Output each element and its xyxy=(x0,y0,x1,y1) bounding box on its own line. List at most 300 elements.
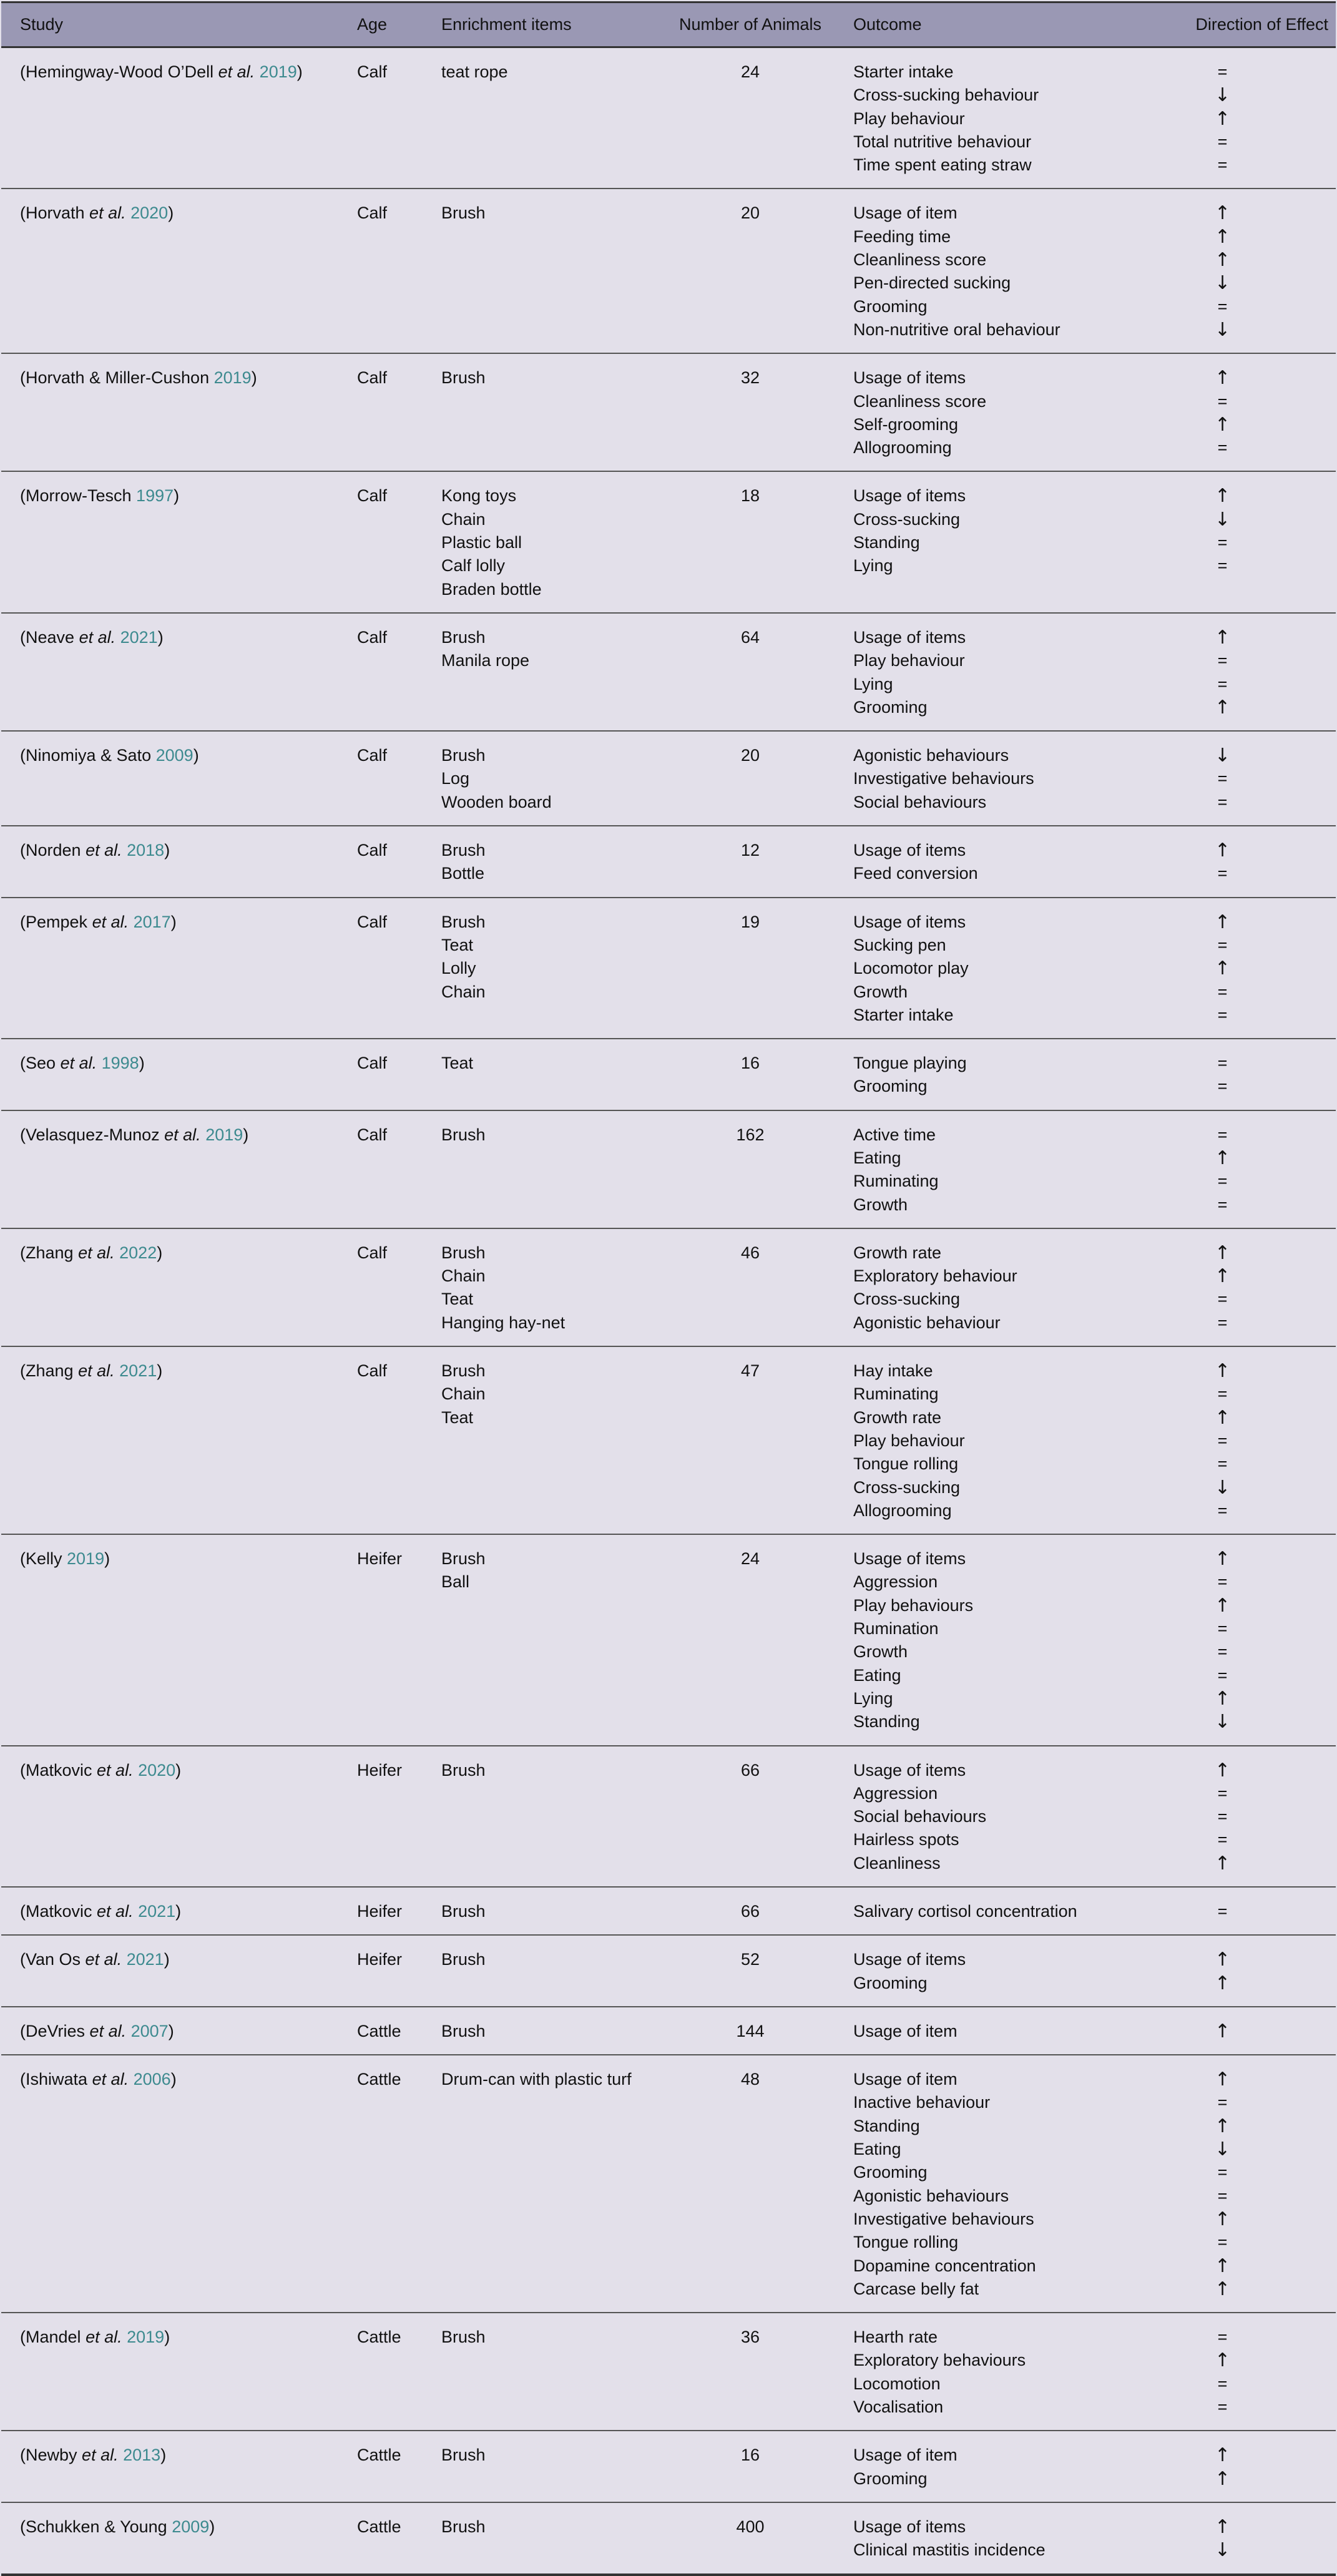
study-authors: (Zhang xyxy=(20,1243,74,1262)
outcome-item: Salivary cortisol concentration xyxy=(853,1902,1077,1921)
arrow-up-icon: ↑ xyxy=(1214,696,1231,718)
table-row xyxy=(1,2431,1336,2502)
enrichment-item: Calf lolly xyxy=(441,556,506,575)
study-cell xyxy=(1,1110,338,1228)
arrow-up-icon: ↑ xyxy=(1214,2349,1231,2372)
study-cell xyxy=(1,898,338,1039)
outcome-item: Growth rate xyxy=(853,1243,942,1262)
arrow-up-icon: ↑ xyxy=(1214,202,1231,225)
arrow-up-icon: ↑ xyxy=(1214,2208,1231,2230)
enrichment-item: Log xyxy=(441,769,470,788)
enrichment-items-cell xyxy=(423,1039,666,1110)
arrow-up-icon: ↑ xyxy=(1214,2444,1231,2467)
study-close-paren: ) xyxy=(157,1243,163,1262)
outcome-cell xyxy=(835,1887,1109,1935)
study-close-paren: ) xyxy=(164,841,170,860)
equals-sign: = xyxy=(1217,651,1228,670)
outcome-item: Exploratory behaviour xyxy=(853,1266,1017,1286)
number-of-animals-cell: 20 xyxy=(740,746,760,765)
outcome-item: Eating xyxy=(853,1665,901,1685)
number-of-animals-cell: 46 xyxy=(740,1243,760,1262)
enrichment-items-cell xyxy=(423,2502,666,2575)
outcome-item: Usage of items xyxy=(853,1549,966,1569)
direction-of-effect-cell xyxy=(1109,1935,1336,2007)
outcome-item: Tongue playing xyxy=(853,1054,967,1073)
study-cell xyxy=(1,2502,338,2575)
age-cell: Heifer xyxy=(357,1950,403,1969)
enrichment-items-cell xyxy=(423,1110,666,1228)
study-et-al: et al. xyxy=(79,627,116,647)
study-authors: (Pempek xyxy=(20,912,88,931)
direction-of-effect-cell xyxy=(1109,2055,1336,2313)
study-year-link: 2006 xyxy=(133,2070,171,2089)
outcome-item: Aggression xyxy=(853,1572,938,1592)
study-cell xyxy=(1,1887,338,1935)
direction-of-effect-cell xyxy=(1109,2502,1336,2575)
age-cell: Calf xyxy=(357,746,388,765)
enrichment-item: Lolly xyxy=(441,959,476,978)
outcome-item: Sucking pen xyxy=(853,935,946,954)
outcome-item: Vocalisation xyxy=(853,2397,944,2417)
enrichment-item: Kong toys xyxy=(441,486,517,506)
outcome-item: Time spent eating straw xyxy=(853,155,1032,175)
outcome-item: Hairless spots xyxy=(853,1830,959,1849)
outcome-item: Usage of items xyxy=(853,841,966,860)
age-cell: Heifer xyxy=(357,1549,403,1569)
outcome-cell xyxy=(835,898,1109,1039)
outcome-item: Grooming xyxy=(853,296,928,316)
table-row xyxy=(1,1534,1336,1745)
table-row xyxy=(1,2313,1336,2431)
study-cell xyxy=(1,1346,338,1534)
enrichment-items-cell xyxy=(423,353,666,471)
enrichment-items-cell xyxy=(423,898,666,1039)
enrichment-items-cell xyxy=(423,2055,666,2313)
enrichment-item: Brush xyxy=(441,627,486,647)
study-authors: (DeVries xyxy=(20,2021,86,2040)
study-authors: (Hemingway-Wood O’Dell xyxy=(20,62,214,81)
arrow-up-icon: ↑ xyxy=(1214,1360,1231,1383)
number-of-animals-cell: 144 xyxy=(736,2021,765,2040)
enrichment-item: Ball xyxy=(441,1572,470,1592)
age-cell: Cattle xyxy=(357,2517,401,2536)
enrichment-items-cell xyxy=(423,731,666,826)
study-authors: (Horvath xyxy=(20,203,85,223)
study-cell xyxy=(1,826,338,898)
number-of-animals-cell: 24 xyxy=(740,1549,760,1569)
study-close-paren: ) xyxy=(168,2021,174,2040)
outcome-item: Agonistic behaviour xyxy=(853,1313,1001,1332)
outcome-cell xyxy=(835,2055,1109,2313)
outcome-item: Play behaviours xyxy=(853,1595,974,1615)
header-row xyxy=(1,2,1336,47)
equals-sign: = xyxy=(1217,1807,1228,1826)
study-year-link: 2020 xyxy=(138,1760,176,1780)
table-row xyxy=(1,1228,1336,1346)
outcome-item: Social behaviours xyxy=(853,792,987,811)
equals-sign: = xyxy=(1217,2374,1228,2393)
outcome-item: Social behaviours xyxy=(853,1807,987,1826)
enrichment-item: Brush xyxy=(441,912,486,931)
equals-sign: = xyxy=(1217,982,1228,1001)
number-of-animals-cell: 47 xyxy=(740,1361,760,1381)
study-cell xyxy=(1,1746,338,1887)
header-study: Study xyxy=(1,2,338,47)
header-age: Age xyxy=(338,2,423,47)
table-row xyxy=(1,613,1336,731)
arrow-down-icon: ↓ xyxy=(1214,1476,1231,1499)
study-year-link: 2021 xyxy=(120,627,158,647)
study-cell xyxy=(1,613,338,731)
arrow-down-icon: ↓ xyxy=(1214,84,1231,107)
arrow-up-icon: ↑ xyxy=(1214,1594,1231,1617)
outcome-cell xyxy=(835,353,1109,471)
outcome-item: Dopamine concentration xyxy=(853,2256,1036,2275)
equals-sign: = xyxy=(1217,1384,1228,1404)
age-cell: Heifer xyxy=(357,1902,403,1921)
study-year-link: 2019 xyxy=(259,62,297,81)
outcome-item: Non-nutritive oral behaviour xyxy=(853,320,1060,339)
equals-sign: = xyxy=(1217,1125,1228,1144)
study-close-paren: ) xyxy=(168,203,174,223)
outcome-cell xyxy=(835,1935,1109,2007)
age-cell: Cattle xyxy=(357,2021,401,2040)
age-cell: Cattle xyxy=(357,2328,401,2347)
enrichment-item: Chain xyxy=(441,1266,486,1286)
study-authors: (Ninomiya & Sato xyxy=(20,746,152,765)
age-cell: Calf xyxy=(357,1361,388,1381)
number-of-animals-cell: 24 xyxy=(740,62,760,81)
arrow-up-icon: ↑ xyxy=(1214,2020,1231,2042)
study-cell xyxy=(1,1228,338,1346)
outcome-item: Cross-sucking xyxy=(853,509,961,529)
equals-sign: = xyxy=(1217,674,1228,693)
study-year-link: 2009 xyxy=(172,2517,210,2536)
enrichment-item: Drum-can with plastic turf xyxy=(441,2070,632,2089)
number-of-animals-cell: 162 xyxy=(736,1125,765,1144)
outcome-cell xyxy=(835,1746,1109,1887)
outcome-item: Usage of items xyxy=(853,2517,966,2536)
outcome-item: Lying xyxy=(853,674,893,693)
equals-sign: = xyxy=(1217,2328,1228,2347)
enrichment-item: Chain xyxy=(441,1384,486,1404)
outcome-item: Feed conversion xyxy=(853,864,978,883)
number-of-animals-cell: 400 xyxy=(736,2517,765,2536)
study-cell xyxy=(1,1534,338,1745)
outcome-cell xyxy=(835,613,1109,731)
study-year-link: 2013 xyxy=(123,2446,161,2465)
study-close-paren: ) xyxy=(296,62,303,81)
outcome-cell xyxy=(835,2502,1109,2575)
table-row xyxy=(1,1039,1336,1110)
outcome-item: Cleanliness score xyxy=(853,250,987,270)
outcome-item: Usage of items xyxy=(853,1760,966,1780)
study-close-paren: ) xyxy=(175,1760,182,1780)
number-of-animals-cell: 32 xyxy=(740,368,760,388)
outcome-item: Agonistic behaviours xyxy=(853,746,1009,765)
outcome-item: Ruminating xyxy=(853,1384,939,1404)
age-cell: Calf xyxy=(357,841,388,860)
header-direction-of-effect: Direction of Effect xyxy=(1109,2,1336,47)
study-et-al: et al. xyxy=(92,912,129,931)
equals-sign: = xyxy=(1217,1501,1228,1520)
arrow-down-icon: ↓ xyxy=(1214,272,1231,295)
study-authors: (Schukken & Young xyxy=(20,2517,167,2536)
outcome-item: Grooming xyxy=(853,1077,928,1096)
outcome-item: Lying xyxy=(853,1688,893,1708)
equals-sign: = xyxy=(1217,1077,1228,1096)
header-number-of-animals: Number of Animals xyxy=(666,2,835,47)
outcome-item: Cleanliness score xyxy=(853,391,987,411)
equals-sign: = xyxy=(1217,1454,1228,1474)
direction-of-effect-cell xyxy=(1109,1534,1336,1745)
outcome-item: Play behaviour xyxy=(853,109,965,128)
equals-sign: = xyxy=(1217,1172,1228,1191)
arrow-up-icon: ↑ xyxy=(1214,249,1231,272)
header-outcome: Outcome xyxy=(835,2,1109,47)
study-year-link: 2019 xyxy=(205,1125,243,1144)
study-year-link: 2007 xyxy=(130,2021,169,2040)
equals-sign: = xyxy=(1217,155,1228,175)
outcome-item: Tongue rolling xyxy=(853,2233,959,2252)
study-et-al: et al. xyxy=(97,1902,134,1921)
age-cell: Calf xyxy=(357,486,388,506)
enrichment-items-cell xyxy=(423,2007,666,2055)
study-close-paren: ) xyxy=(157,1361,163,1381)
outcome-item: Starter intake xyxy=(853,1005,954,1024)
equals-sign: = xyxy=(1217,935,1228,954)
direction-of-effect-cell xyxy=(1109,1887,1336,1935)
arrow-down-icon: ↓ xyxy=(1214,318,1231,341)
enrichment-items-cell xyxy=(423,613,666,731)
outcome-item: Usage of item xyxy=(853,203,957,223)
equals-sign: = xyxy=(1217,556,1228,575)
number-of-animals-cell: 64 xyxy=(740,627,760,647)
arrow-up-icon: ↑ xyxy=(1214,2515,1231,2538)
outcome-item: Locomotor play xyxy=(853,959,969,978)
equals-sign: = xyxy=(1217,792,1228,811)
study-et-al: et al. xyxy=(86,841,122,860)
outcome-item: Pen-directed sucking xyxy=(853,273,1011,293)
arrow-up-icon: ↑ xyxy=(1214,2115,1231,2137)
study-year-link: 2020 xyxy=(130,203,169,223)
enrichment-item: Braden bottle xyxy=(441,579,542,599)
equals-sign: = xyxy=(1217,132,1228,151)
enrichment-item: Brush xyxy=(441,203,486,223)
study-close-paren: ) xyxy=(170,2070,177,2089)
equals-sign: = xyxy=(1217,62,1228,81)
number-of-animals-cell: 66 xyxy=(740,1760,760,1780)
outcome-item: Clinical mastitis incidence xyxy=(853,2540,1046,2560)
enrichment-item: Wooden board xyxy=(441,792,552,811)
equals-sign: = xyxy=(1217,2093,1228,2112)
outcome-cell xyxy=(835,1228,1109,1346)
number-of-animals-cell: 66 xyxy=(740,1902,760,1921)
outcome-cell xyxy=(835,2431,1109,2502)
equals-sign: = xyxy=(1217,1642,1228,1662)
study-year-link: 2018 xyxy=(127,841,165,860)
outcome-item: Grooming xyxy=(853,2469,928,2488)
direction-of-effect-cell xyxy=(1109,898,1336,1039)
enrichment-item: Hanging hay-net xyxy=(441,1313,566,1332)
study-et-al: et al. xyxy=(78,1243,115,1262)
study-et-al: et al. xyxy=(89,203,126,223)
study-close-paren: ) xyxy=(164,2328,170,2347)
study-authors: (Horvath & Miller-Cushon xyxy=(20,368,210,388)
enrichment-item: Teat xyxy=(441,935,474,954)
enrichment-items-cell xyxy=(423,1228,666,1346)
outcome-item: Grooming xyxy=(853,2163,928,2182)
equals-sign: = xyxy=(1217,1313,1228,1332)
enrichment-items-cell xyxy=(423,1346,666,1534)
equals-sign: = xyxy=(1217,1431,1228,1450)
study-year-link: 2017 xyxy=(133,912,171,931)
outcome-cell xyxy=(835,189,1109,353)
arrow-up-icon: ↑ xyxy=(1214,367,1231,389)
age-cell: Calf xyxy=(357,62,388,81)
study-cell xyxy=(1,2055,338,2313)
outcome-item: Growth xyxy=(853,982,908,1001)
outcome-item: Investigative behaviours xyxy=(853,2209,1034,2228)
enrichment-items-cell xyxy=(423,826,666,898)
study-authors: (Van Os xyxy=(20,1950,81,1969)
outcome-item: Exploratory behaviours xyxy=(853,2351,1026,2370)
outcome-item: Standing xyxy=(853,533,920,552)
study-et-al: et al. xyxy=(85,1950,122,1969)
study-cell xyxy=(1,189,338,353)
outcome-item: Grooming xyxy=(853,1973,928,1992)
study-year-link: 2019 xyxy=(213,368,252,388)
outcome-cell xyxy=(835,2313,1109,2431)
enrichment-item: Brush xyxy=(441,1361,486,1381)
study-close-paren: ) xyxy=(160,2446,167,2465)
arrow-up-icon: ↑ xyxy=(1214,107,1231,130)
study-authors: (Norden xyxy=(20,841,81,860)
age-cell: Calf xyxy=(357,627,388,647)
enrichment-item: Brush xyxy=(441,841,486,860)
table-row xyxy=(1,826,1336,898)
outcome-item: Usage of items xyxy=(853,368,966,388)
age-cell: Heifer xyxy=(357,1760,403,1780)
arrow-down-icon: ↓ xyxy=(1214,1711,1231,1733)
equals-sign: = xyxy=(1217,1572,1228,1592)
outcome-item: Hearth rate xyxy=(853,2328,938,2347)
number-of-animals-cell: 20 xyxy=(740,203,760,223)
number-of-animals-cell: 18 xyxy=(740,486,760,506)
equals-sign: = xyxy=(1217,438,1228,458)
outcome-item: Grooming xyxy=(853,697,928,717)
number-of-animals-cell: 16 xyxy=(740,1054,760,1073)
outcome-item: Usage of item xyxy=(853,2021,957,2040)
enrichment-item: Brush xyxy=(441,1760,486,1780)
equals-sign: = xyxy=(1217,769,1228,788)
study-et-al: et al. xyxy=(60,1054,97,1073)
enrichment-items-cell xyxy=(423,471,666,612)
enrichment-items-cell xyxy=(423,1935,666,2007)
study-close-paren: ) xyxy=(174,486,180,506)
outcome-cell xyxy=(835,731,1109,826)
enrichment-item: teat rope xyxy=(441,62,508,81)
enrichment-item: Manila rope xyxy=(441,651,530,670)
table-header xyxy=(1,2,1336,47)
equals-sign: = xyxy=(1217,1290,1228,1309)
enrichment-items-cell xyxy=(423,2313,666,2431)
arrow-up-icon: ↑ xyxy=(1214,225,1231,248)
outcome-cell xyxy=(835,1346,1109,1534)
table-row xyxy=(1,898,1336,1039)
enrichment-item: Teat xyxy=(441,1290,474,1309)
enrichment-item: Teat xyxy=(441,1408,474,1427)
enrichment-item: Brush xyxy=(441,1549,486,1569)
outcome-cell xyxy=(835,1534,1109,1745)
table-row xyxy=(1,731,1336,826)
age-cell: Cattle xyxy=(357,2070,401,2089)
equals-sign: = xyxy=(1217,2233,1228,2252)
outcome-item: Usage of item xyxy=(853,2446,957,2465)
study-cell xyxy=(1,731,338,826)
study-authors: (Matkovic xyxy=(20,1760,92,1780)
outcome-item: Feeding time xyxy=(853,227,951,246)
arrow-up-icon: ↑ xyxy=(1214,1852,1231,1874)
enrichment-item: Bottle xyxy=(441,864,485,883)
study-close-paren: ) xyxy=(209,2517,215,2536)
arrow-up-icon: ↑ xyxy=(1214,2255,1231,2277)
study-et-al: et al. xyxy=(89,2021,127,2040)
study-et-al: et al. xyxy=(92,2070,129,2089)
outcome-item: Rumination xyxy=(853,1619,939,1638)
outcome-item: Cross-sucking xyxy=(853,1477,961,1497)
enrichment-item: Plastic ball xyxy=(441,533,522,552)
study-year-link: 2019 xyxy=(67,1549,105,1569)
equals-sign: = xyxy=(1217,391,1228,411)
enrichment-item: Brush xyxy=(441,2328,486,2347)
outcome-item: Eating xyxy=(853,2140,901,2159)
arrow-up-icon: ↑ xyxy=(1214,1265,1231,1288)
equals-sign: = xyxy=(1217,1830,1228,1849)
enrichment-item: Teat xyxy=(441,1054,474,1073)
study-year-link: 1998 xyxy=(101,1054,139,1073)
study-cell xyxy=(1,471,338,612)
age-cell: Calf xyxy=(357,1243,388,1262)
enrichment-items-cell xyxy=(423,189,666,353)
enrichment-item: Brush xyxy=(441,2021,486,2040)
study-year-link: 2022 xyxy=(119,1243,157,1262)
study-et-al: et al. xyxy=(86,2328,122,2347)
outcome-item: Usage of items xyxy=(853,1950,966,1969)
table-row xyxy=(1,1110,1336,1228)
enrichment-items-cell xyxy=(423,1746,666,1887)
arrow-up-icon: ↑ xyxy=(1214,1548,1231,1570)
study-cell xyxy=(1,47,338,189)
study-cell xyxy=(1,2313,338,2431)
arrow-up-icon: ↑ xyxy=(1214,485,1231,507)
outcome-item: Usage of items xyxy=(853,912,966,931)
enrichment-item: Brush xyxy=(441,746,486,765)
outcome-item: Growth xyxy=(853,1195,908,1214)
study-cell xyxy=(1,353,338,471)
arrow-up-icon: ↑ xyxy=(1214,957,1231,980)
equals-sign: = xyxy=(1217,2163,1228,2182)
table-row xyxy=(1,2055,1336,2313)
arrow-up-icon: ↑ xyxy=(1214,911,1231,933)
age-cell: Calf xyxy=(357,1054,388,1073)
arrow-down-icon: ↓ xyxy=(1214,2539,1231,2562)
study-year-link: 2021 xyxy=(126,1950,164,1969)
study-close-paren: ) xyxy=(243,1125,249,1144)
table-row xyxy=(1,2502,1336,2575)
age-cell: Cattle xyxy=(357,2446,401,2465)
outcome-item: Usage of items xyxy=(853,486,966,506)
